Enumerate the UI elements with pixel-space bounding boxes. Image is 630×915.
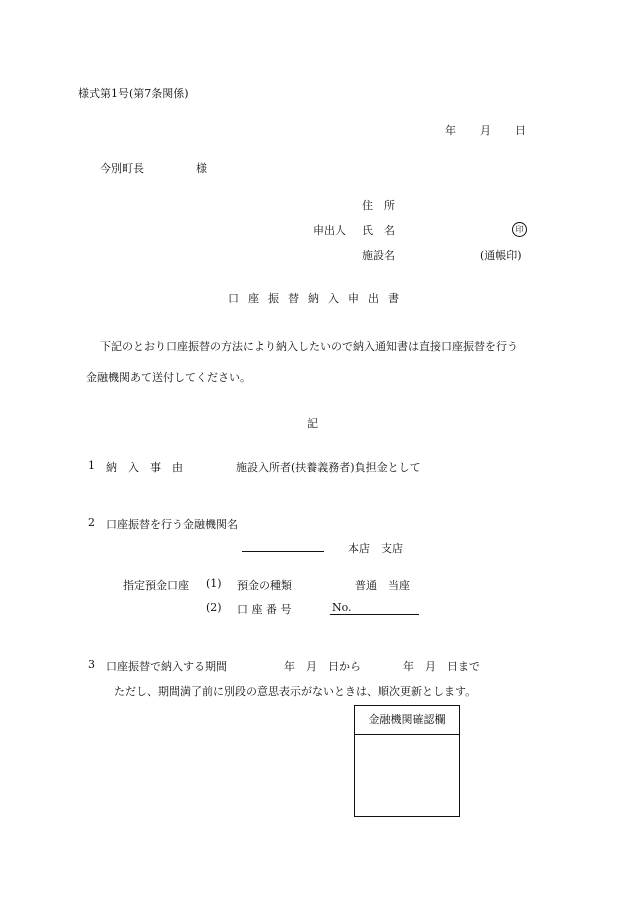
item1-number: 1 (88, 459, 95, 472)
deposit-type-number: (1) (206, 577, 222, 590)
deposit-type-options: 普通 当座 (355, 579, 410, 592)
seal-mark: 印 (512, 222, 527, 237)
bank-name-underline (242, 551, 324, 552)
item1-label: 納 入 事 由 (106, 461, 183, 474)
date-day: 日 (515, 124, 526, 137)
account-number-prefix: No. (332, 601, 352, 614)
facility-label: 施設名 (362, 249, 395, 262)
address-label: 住 所 (362, 199, 395, 212)
account-number-underline (330, 614, 419, 615)
form-number: 様式第1号(第7条関係) (78, 87, 189, 100)
item2-number: 2 (88, 516, 95, 529)
bank-confirmation-box (354, 705, 460, 817)
body-line-2: 金融機関あて送付してください。 (86, 371, 251, 384)
ki-heading: 記 (307, 417, 318, 430)
date-year: 年 (445, 124, 456, 137)
renewal-note: ただし、期間満了前に別段の意思表示がないときは、順次更新とします。 (114, 685, 477, 698)
item3-label: 口座振替で納入する期間 (106, 660, 227, 673)
addressee-name: 今別町長 (100, 162, 144, 175)
deposit-type-label: 預金の種類 (237, 579, 292, 592)
account-label: 指定預金口座 (123, 579, 189, 592)
branch-options: 本店 支店 (348, 542, 403, 555)
period-from: 年 月 日から (284, 660, 361, 673)
addressee-honorific: 様 (196, 162, 207, 175)
account-number-label: 口 座 番 号 (237, 603, 292, 616)
item2-label: 口座振替を行う金融機関名 (106, 518, 238, 531)
date-month: 月 (480, 124, 491, 137)
period-to: 年 月 日まで (403, 660, 480, 673)
body-line-1: 下記のとおり口座振替の方法により納入したいので納入通知書は直接口座振替を行う (100, 340, 518, 353)
applicant-role-label: 申出人 (313, 224, 346, 237)
document-title: 口座振替納入申出書 (228, 292, 408, 305)
account-number-index: (2) (206, 601, 222, 614)
bank-confirmation-title: 金融機関確認欄 (355, 706, 459, 735)
item3-number: 3 (88, 658, 95, 671)
name-label: 氏 名 (362, 224, 395, 237)
passbook-seal-label: (通帳印) (480, 249, 522, 262)
item1-value: 施設入所者(扶養義務者)負担金として (236, 461, 421, 474)
